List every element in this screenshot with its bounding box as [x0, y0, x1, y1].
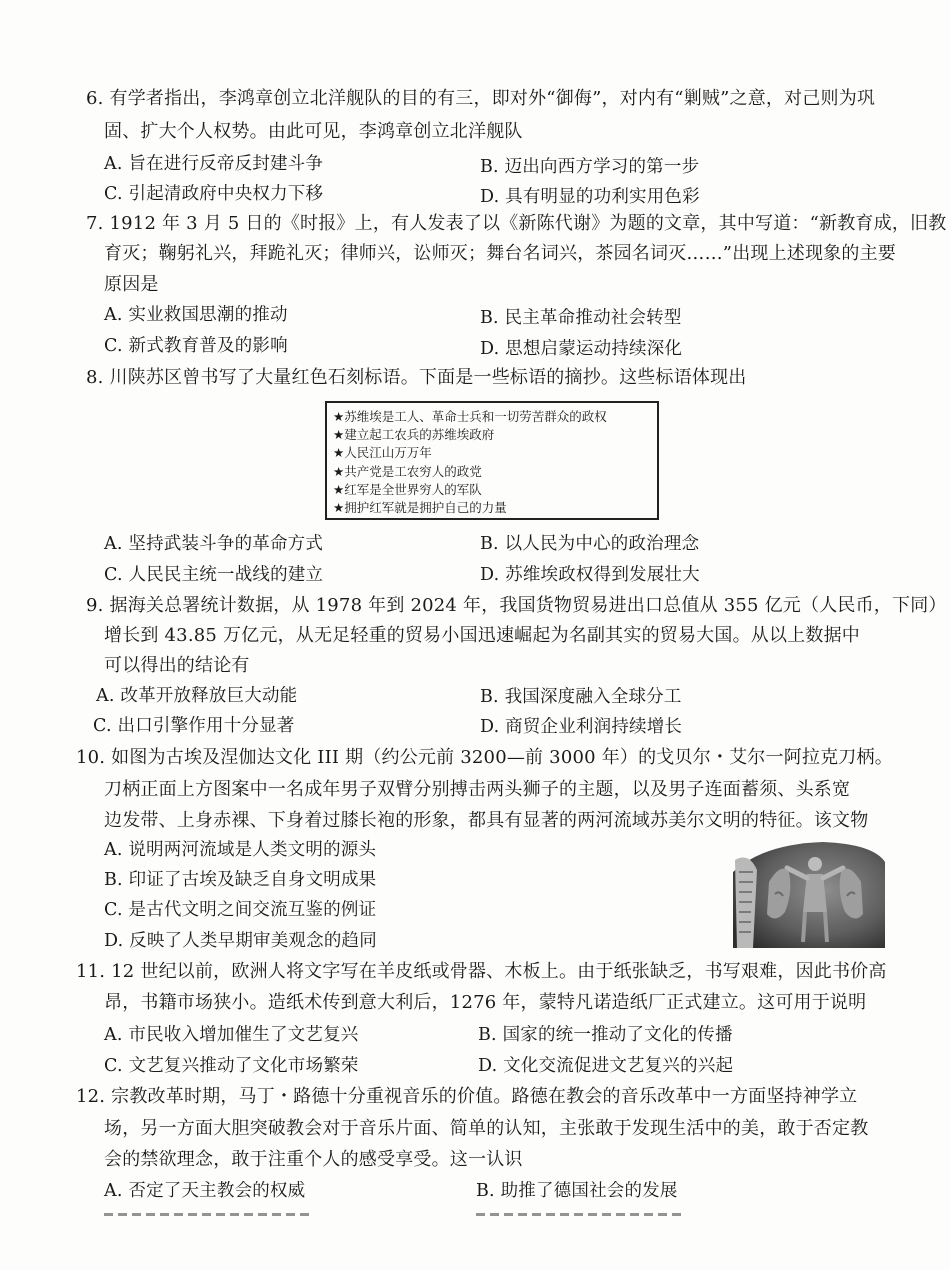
- q10-option-b: B. 印证了古埃及缺乏自身文明成果: [104, 870, 377, 890]
- q10-option-d: D. 反映了人类早期审美观念的趋同: [104, 931, 377, 951]
- q9-stem-line-2: 增长到 43.85 万亿元，从无足轻重的贸易小国迅速崛起为名副其实的贸易大国。从以上数据中: [104, 625, 860, 646]
- q10-option-a: A. 说明两河流域是人类文明的源头: [104, 840, 377, 860]
- q7-option-a: A. 实业救国思潮的推动: [104, 305, 288, 325]
- q12-option-a: A. 否定了天主教会的权威: [104, 1181, 306, 1201]
- q8-stem-line-1: 8. 川陕苏区曾书写了大量红色石刻标语。下面是一些标语的摘抄。这些标语体现出: [86, 367, 747, 388]
- q11-option-c: C. 文艺复兴推动了文化市场繁荣: [104, 1056, 359, 1076]
- q6-stem-line-1: 6. 有学者指出，李鸿章创立北洋舰队的目的有三，即对外“御侮”，对内有“剿贼”之意，对己则为巩: [86, 88, 876, 109]
- slogan-3: ★人民江山万万年: [333, 445, 432, 461]
- q6-option-d: D. 具有明显的功利实用色彩: [480, 187, 700, 207]
- q7-stem-line-3: 原因是: [104, 274, 159, 295]
- q6-stem-line-2: 固、扩大个人权势。由此可见，李鸿章创立北洋舰队: [104, 121, 523, 142]
- q11-stem-line-1: 11. 12 世纪以前，欧洲人将文字写在羊皮纸或骨器、木板上。由于纸张缺乏，书写艰难，因此书价高: [76, 961, 887, 982]
- q10-option-c: C. 是古代文明之间交流互鉴的例证: [104, 900, 377, 920]
- q9-stem-line-3: 可以得出的结论有: [104, 655, 250, 676]
- cut-off-line-left: [104, 1213, 314, 1216]
- q12-stem-line-2: 场，另一方面大胆突破教会对于音乐片面、简单的认知，主张敢于发现生活中的美，敢于否定教: [104, 1118, 869, 1139]
- q8-option-b: B. 以人民为中心的政治理念: [480, 534, 700, 554]
- q11-stem-line-2: 昂，书籍市场狭小。造纸术传到意大利后，1276 年，蒙特凡诺造纸厂正式建立。这可用于说明: [104, 992, 867, 1013]
- q11-option-d: D. 文化交流促进文艺复兴的兴起: [478, 1056, 734, 1076]
- q7-option-d: D. 思想启蒙运动持续深化: [480, 339, 683, 359]
- cut-off-line-right: [476, 1213, 686, 1216]
- q9-option-b: B. 我国深度融入全球分工: [480, 687, 682, 707]
- q11-option-a: A. 市民收入增加催生了文艺复兴: [104, 1025, 359, 1045]
- q8-option-d: D. 苏维埃政权得到发展壮大: [480, 565, 700, 585]
- slogan-box: [325, 401, 659, 520]
- knife-handle-illustration: [723, 842, 885, 948]
- slogan-6: ★拥护红军就是拥护自己的力量: [333, 499, 507, 515]
- q11-option-b: B. 国家的统一推动了文化的传播: [478, 1025, 733, 1045]
- q7-stem-line-1: 7. 1912 年 3 月 5 日的《时报》上，有人发表了以《新陈代谢》为题的文章，其中写道：“新教育成，旧教: [86, 213, 947, 234]
- q6-option-b: B. 迈出向西方学习的第一步: [480, 157, 700, 177]
- q10-stem-line-3: 边发带、上身赤裸、下身着过膝长袍的形象，都具有显著的两河流域苏美尔文明的特征。该文物: [104, 810, 869, 831]
- q9-option-d: D. 商贸企业利润持续增长: [480, 717, 683, 737]
- q9-option-a: A. 改革开放释放巨大动能: [96, 686, 298, 706]
- slogan-2: ★建立起工农兵的苏维埃政府: [333, 427, 495, 443]
- q10-stem-line-1: 10. 如图为古埃及涅伽达文化 III 期（约公元前 3200—前 3000 年）的戈贝尔・艾尔一阿拉克刀柄。: [76, 747, 893, 768]
- q7-option-b: B. 民主革命推动社会转型: [480, 308, 682, 328]
- q12-stem-line-1: 12. 宗教改革时期，马丁・路德十分重视音乐的价值。路德在教会的音乐改革中一方面坚持神学立: [76, 1086, 858, 1107]
- slogan-5: ★红军是全世界穷人的军队: [333, 481, 482, 497]
- q8-option-c: C. 人民民主统一战线的建立: [104, 565, 324, 585]
- q12-stem-line-3: 会的禁欲理念，敢于注重个人的感受享受。这一认识: [104, 1149, 523, 1170]
- slogan-4: ★共产党是工农穷人的政党: [333, 463, 482, 479]
- q7-stem-line-2: 育灭；鞠躬礼兴，拜跪礼灭；律师兴，讼师灭；舞台名词兴，茶园名词灭……”出现上述现象的主要: [104, 243, 896, 264]
- q8-option-a: A. 坚持武装斗争的革命方式: [104, 534, 324, 554]
- q10-stem-line-2: 刀柄正面上方图案中一名成年男子双臂分别搏击两头狮子的主题，以及男子连面蓄须、头系宽: [104, 779, 851, 800]
- page-cutoff: [0, 1212, 950, 1270]
- q12-option-b: B. 助推了德国社会的发展: [476, 1181, 678, 1201]
- q9-stem-line-1: 9. 据海关总署统计数据，从 1978 年到 2024 年，我国货物贸易进出口总值从 355 亿元（人民币，下同）: [86, 595, 947, 616]
- q6-option-c: C. 引起清政府中央权力下移: [104, 184, 324, 204]
- q9-option-c: C. 出口引擎作用十分显著: [93, 716, 295, 736]
- slogan-1: ★苏维埃是工人、革命士兵和一切劳苦群众的政权: [333, 409, 607, 424]
- knife-handle-photo: [723, 842, 885, 948]
- q6-option-a: A. 旨在进行反帝反封建斗争: [104, 154, 324, 174]
- q7-option-c: C. 新式教育普及的影响: [104, 336, 288, 356]
